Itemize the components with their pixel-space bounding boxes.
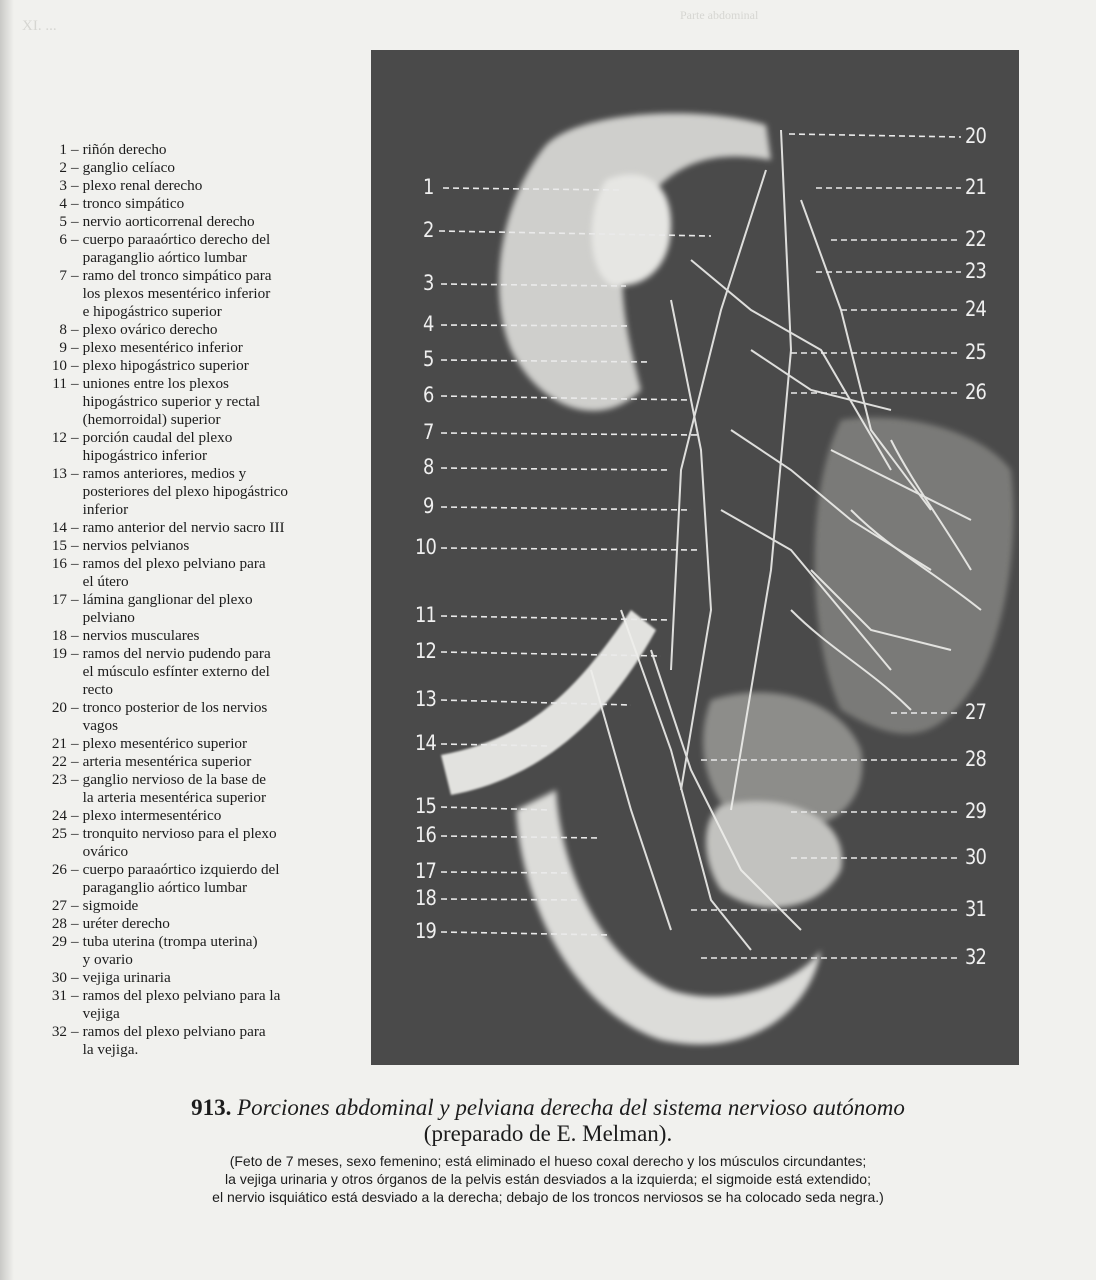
figure-label-right: 24 [965,297,987,321]
figure-label-right: 28 [965,747,987,771]
legend-dash: – [71,375,79,392]
legend-item [33,177,353,195]
figure-legend [33,141,353,1059]
figure-label-left: 15 [415,794,437,818]
legend-item-continuation [33,411,353,429]
legend-dash: – [71,159,79,176]
legend-item-continuation [33,609,353,627]
legend-number: 27 [51,897,67,914]
legend-dash: – [71,969,79,986]
legend-item [33,429,353,447]
legend-number [33,717,67,735]
legend-text: (hemorroidal) superior [82,411,221,428]
legend-item [33,159,353,177]
legend-number: 7 [59,267,67,284]
anatomical-photograph [371,50,1019,1065]
legend-dash: – [71,1023,79,1040]
legend-number: 17 [51,591,67,608]
legend-item-continuation [33,663,353,681]
legend-item [33,555,353,573]
legend-number: 12 [51,429,67,446]
kidney-inner [592,174,671,285]
legend-item [33,969,353,987]
legend-number [33,249,67,267]
legend-number [33,789,67,807]
legend-number: 29 [51,933,67,950]
legend-text: sigmoide [82,897,139,914]
legend-item [33,339,353,357]
legend-item [33,141,353,159]
legend-number: 32 [51,1023,67,1040]
figure-label-left: 16 [415,823,437,847]
legend-item-continuation [33,717,353,735]
caption-note-line: la vejiga urinaria y otros órganos de la pelvis están desviados a la izquierda; el sigmoide está extendido; [225,1171,871,1187]
legend-number: 3 [59,177,67,194]
legend-item [33,465,353,483]
figure-label-left: 14 [415,731,437,755]
legend-number: 26 [51,861,67,878]
legend-text: ganglio celíaco [82,159,175,176]
legend-text: el músculo esfínter externo del [82,663,270,680]
figure-title: Porciones abdominal y pelviana derecha del sistema nervioso autónomo [237,1095,905,1120]
legend-dash: – [71,987,79,1004]
legend-dash: – [71,645,79,662]
legend-text: la vejiga. [82,1041,139,1058]
legend-number [33,1005,67,1023]
figure-label-left: 6 [423,383,434,407]
legend-number [33,411,67,429]
legend-text: plexo hipogástrico superior [82,357,249,374]
figure-label-left: 13 [415,687,437,711]
figure-label-left: 17 [415,859,437,883]
legend-number: 11 [52,375,67,392]
figure-label-left: 19 [415,919,437,943]
figure-caption-title [0,1095,1096,1121]
legend-text: inferior [82,501,129,518]
legend-dash: – [71,339,79,356]
show-through-text: XI. ... [22,18,57,34]
legend-number: 10 [51,357,67,374]
legend-number: 31 [51,987,67,1004]
legend-text: ramo anterior del nervio sacro III [82,519,285,536]
legend-item-continuation [33,483,353,501]
legend-dash: – [71,753,79,770]
legend-text: plexo mesentérico inferior [82,339,243,356]
legend-text: ovárico [82,843,129,860]
legend-item [33,231,353,249]
legend-number [33,951,67,969]
legend-text: vejiga urinaria [82,969,171,986]
legend-text: uréter derecho [82,915,170,932]
legend-item [33,735,353,753]
legend-text: posteriores del plexo hipogástrico [82,483,288,500]
legend-number: 23 [51,771,67,788]
figure-label-left: 9 [423,494,434,518]
legend-item [33,861,353,879]
legend-number: 2 [59,159,67,176]
legend-item-continuation [33,285,353,303]
legend-number: 5 [59,213,67,230]
legend-number: 1 [59,141,67,158]
legend-dash: – [71,141,79,158]
legend-number [33,501,67,519]
caption-note-line: (Feto de 7 meses, sexo femenino; está eliminado el hueso coxal derecho y los músculos circundantes; [229,1153,867,1169]
legend-item [33,699,353,717]
figure-label-left: 10 [415,535,437,559]
legend-number [33,609,67,627]
legend-dash: – [71,627,79,644]
legend-item [33,357,353,375]
legend-dash: – [71,231,79,248]
legend-number [33,573,67,591]
legend-number: 28 [51,915,67,932]
legend-number: 15 [51,537,67,554]
legend-dash: – [71,537,79,554]
legend-dash: – [71,771,79,788]
legend-number: 16 [51,555,67,572]
figure-label-left: 12 [415,639,437,663]
legend-item-continuation [33,393,353,411]
figure-label-right: 29 [965,799,987,823]
legend-item [33,267,353,285]
legend-text: uniones entre los plexos [82,375,229,392]
legend-text: tronquito nervioso para el plexo [82,825,277,842]
legend-number [33,285,67,303]
legend-text: el útero [82,573,129,590]
show-through-header: Parte abdominal [680,8,759,22]
figure-label-left: 18 [415,886,437,910]
figure-label-right: 27 [965,700,987,724]
legend-text: cuerpo paraaórtico derecho del [82,231,271,248]
legend-text: nervios musculares [82,627,200,644]
legend-number [33,447,67,465]
legend-number: 22 [51,753,67,770]
legend-text: cuerpo paraaórtico izquierdo del [82,861,280,878]
legend-number: 6 [59,231,67,248]
legend-dash: – [71,915,79,932]
legend-dash: – [71,195,79,212]
legend-text: porción caudal del plexo [82,429,233,446]
legend-dash: – [71,861,79,878]
legend-text: e hipogástrico superior [82,303,222,320]
legend-number: 9 [59,339,67,356]
figure-label-left: 8 [423,455,434,479]
legend-number [33,843,67,861]
legend-number: 13 [51,465,67,482]
legend-text: riñón derecho [82,141,167,158]
legend-dash: – [71,825,79,842]
legend-number: 20 [51,699,67,716]
figure-number: 913. [191,1095,232,1120]
figure-label-left: 7 [423,420,434,444]
legend-item [33,375,353,393]
legend-item [33,807,353,825]
legend-item-continuation [33,573,353,591]
legend-item-continuation [33,951,353,969]
figure-label-left: 11 [415,603,437,627]
figure-label-right: 22 [965,227,987,251]
legend-text: vejiga [82,1005,120,1022]
legend-text: arteria mesentérica superior [82,753,252,770]
legend-dash: – [71,897,79,914]
sigmoid-shape [815,417,1014,733]
legend-text: plexo ovárico derecho [82,321,218,338]
legend-item [33,753,353,771]
legend-text: paraganglio aórtico lumbar [82,879,248,896]
legend-item [33,915,353,933]
legend-item [33,645,353,663]
legend-number: 4 [59,195,67,212]
legend-item [33,591,353,609]
legend-text: vagos [82,717,119,734]
legend-dash: – [71,555,79,572]
legend-text: y ovario [82,951,133,968]
legend-text: nervio aorticorrenal derecho [82,213,255,230]
legend-dash: – [71,591,79,608]
legend-item [33,987,353,1005]
figure-label-right: 26 [965,380,987,404]
figure-label-right: 30 [965,845,987,869]
legend-number [33,1041,67,1059]
legend-number [33,303,67,321]
legend-text: plexo intermesentérico [82,807,222,824]
legend-text: paraganglio aórtico lumbar [82,249,248,266]
legend-dash: – [71,177,79,194]
legend-number: 14 [51,519,67,536]
legend-number [33,393,67,411]
legend-item-continuation [33,681,353,699]
figure-label-right: 31 [965,897,987,921]
legend-item-continuation [33,843,353,861]
legend-dash: – [71,357,79,374]
caption-note-line: el nervio isquiático está desviado a la derecha; debajo de los troncos nerviosos se ha colocado seda negra.) [212,1189,884,1205]
legend-text: tronco simpático [82,195,185,212]
legend-number: 25 [51,825,67,842]
figure-label-right: 32 [965,945,987,969]
legend-number [33,483,67,501]
legend-dash: – [71,429,79,446]
legend-text: tronco posterior de los nervios [82,699,268,716]
legend-item [33,1023,353,1041]
legend-text: recto [82,681,113,698]
figure-label-right: 21 [965,175,987,199]
legend-item-continuation [33,447,353,465]
legend-item [33,213,353,231]
legend-item [33,519,353,537]
figure-caption-note [0,1152,1096,1206]
legend-number: 8 [59,321,67,338]
legend-text: hipogástrico inferior [82,447,208,464]
legend-text: hipogástrico superior y rectal [82,393,261,410]
legend-number [33,663,67,681]
legend-item-continuation [33,879,353,897]
legend-number: 24 [51,807,67,824]
legend-item [33,195,353,213]
legend-dash: – [71,933,79,950]
legend-item-continuation [33,1041,353,1059]
legend-number [33,879,67,897]
legend-number: 30 [51,969,67,986]
figure-label-left: 4 [423,312,434,336]
legend-text: ramos del plexo pelviano para [82,555,266,572]
figure-label-left: 2 [423,218,434,242]
legend-item [33,933,353,951]
legend-dash: – [71,321,79,338]
figure-label-right: 23 [965,259,987,283]
legend-item [33,771,353,789]
legend-dash: – [71,465,79,482]
legend-text: pelviano [82,609,135,626]
sciatic-band [441,610,656,795]
legend-item-continuation [33,249,353,267]
legend-text: ramos del plexo pelviano para [82,1023,266,1040]
figure-label-left: 3 [423,271,434,295]
legend-dash: – [71,807,79,824]
legend-item [33,825,353,843]
legend-number: 19 [51,645,67,662]
legend-item [33,537,353,555]
legend-text: ramos del plexo pelviano para la [82,987,281,1004]
specimen-drawing [371,50,1019,1065]
figure-label-right: 20 [965,124,987,148]
legend-item-continuation [33,303,353,321]
legend-text: lámina ganglionar del plexo [82,591,253,608]
legend-text: ramos anteriores, medios y [82,465,247,482]
legend-text: plexo mesentérico superior [82,735,248,752]
legend-number [33,681,67,699]
legend-text: ramos del nervio pudendo para [82,645,271,662]
figure-label-left: 1 [423,175,434,199]
figure-caption-subtitle: (preparado de E. Melman). [423,1121,673,1146]
legend-item-continuation [33,789,353,807]
legend-text: plexo renal derecho [82,177,203,194]
page-gutter-shadow [0,0,14,1280]
legend-dash: – [71,735,79,752]
legend-dash: – [71,519,79,536]
legend-dash: – [71,213,79,230]
figure-label-left: 5 [423,347,434,371]
legend-text: ganglio nervioso de la base de [82,771,267,788]
legend-text: la arteria mesentérica superior [82,789,267,806]
legend-text: los plexos mesentérico inferior [82,285,271,302]
legend-item [33,897,353,915]
legend-dash: – [71,267,79,284]
legend-item [33,627,353,645]
legend-number: 21 [51,735,67,752]
legend-text: nervios pelvianos [82,537,190,554]
legend-text: tuba uterina (trompa uterina) [82,933,258,950]
legend-item-continuation [33,1005,353,1023]
legend-dash: – [71,699,79,716]
legend-item-continuation [33,501,353,519]
legend-text: ramo del tronco simpático para [82,267,272,284]
figure-label-right: 25 [965,340,987,364]
legend-item [33,321,353,339]
legend-number: 18 [51,627,67,644]
